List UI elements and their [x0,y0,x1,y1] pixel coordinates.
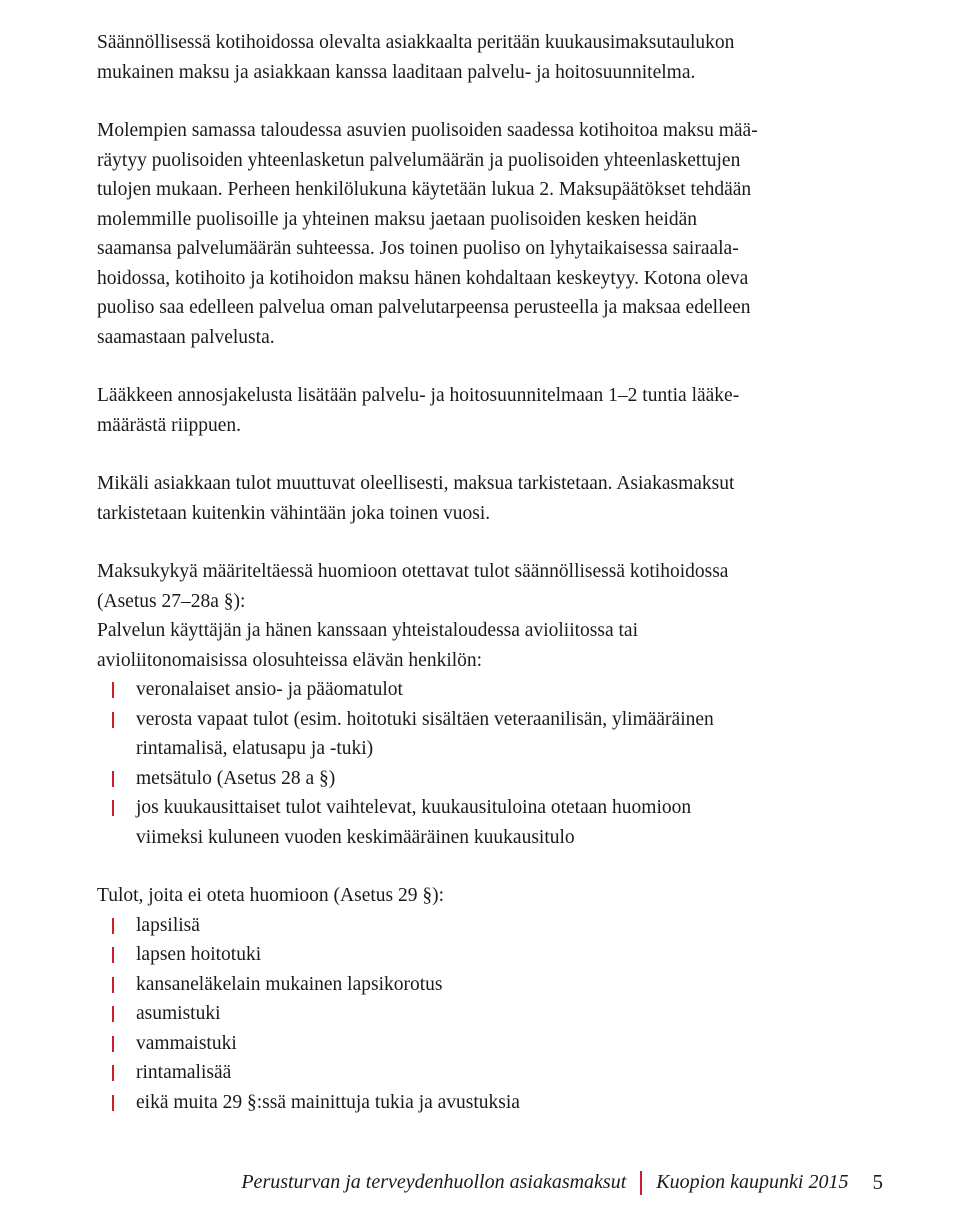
list-item-text: kansaneläkelain mukainen lapsikorotus [136,973,443,995]
paragraph-spouses: Molempien samassa taloudessa asuvien puolisoiden saadessa kotihoitoa maksu mää- räytyy puolisoiden yhteenlasketun palvelumäärän ja puolisoiden yhteenlaskettujen tulojen mukaan. Perheen henkilölukuna käytetään lukua 2. Maksupäätökset tehdään molemmille puolisoille ja yhteinen maksu jaetaan puolisoiden kesken heidän saamansa palvelumäärän suhteessa. Jos toinen puoliso on lyhytaikaisessa sairaala- hoidossa, kotihoito ja kotihoidon maksu hänen kohdaltaan keskeytyy. Kotona oleva puoliso saa edelleen palvelua oman palvelutarpeensa perusteella ja maksaa edelleen saamastaan palvelusta. [97,120,758,348]
bullet-bar-icon [112,682,114,698]
list-item [97,764,877,794]
list-item-text: metsätulo (Asetus 28 a §) [136,767,336,789]
paragraph-medication: Lääkkeen annosjakelusta lisätään palvelu- ja hoitosuunnitelmaan 1–2 tuntia lääke- määrästä riippuen. [97,385,740,436]
paragraph-income-criteria: Maksukykyä määriteltäessä huomioon otettavat tulot säännöllisessä kotihoidossa (Asetus 27–28a §): [97,561,729,612]
paragraph-excluded-income: Tulot, joita ei oteta huomioon (Asetus 29 §): [97,885,445,906]
bullet-bar-icon [112,1065,114,1081]
bullet-bar-icon [112,712,114,728]
footer-publication-title: Perusturvan ja terveydenhuollon asiakasmaksut [241,1171,627,1193]
bullet-bar-icon [112,977,114,993]
footer-organization: Kuopion kaupunki 2015 [656,1171,849,1193]
list-item-text: asumistuki [136,1003,221,1024]
list-item-text: vammaistuki [136,1032,237,1054]
paragraph-household: Palvelun käyttäjän ja hänen kanssaan yhteistaloudessa avioliitossa tai avioliitonomaisissa olosuhteissa elävän henkilön: [97,620,638,671]
list-item [97,705,877,764]
list-item [97,793,877,852]
list-item-text: rintamalisää [136,1062,232,1083]
list-item [97,940,877,970]
page-number: 5 [872,1170,883,1194]
footer-separator [640,1171,642,1195]
list-item [97,911,877,941]
list-item [97,1058,877,1088]
bullet-bar-icon [112,800,114,816]
list-item-text: verosta vapaat tulot (esim. hoitotuki sisältäen veteraanilisän, ylimääräinen rintamalisä, elatusapu ja -tuki) [136,708,714,759]
paragraph-income-review: Mikäli asiakkaan tulot muuttuvat oleellisesti, maksua tarkistetaan. Asiakasmaksut tarkistetaan kuitenkin vähintään joka toinen vuosi. [97,473,735,524]
list-item [97,1029,877,1059]
list-item-text: lapsilisä [136,914,200,936]
bullet-bar-icon [112,1036,114,1052]
list-item-text: lapsen hoitotuki [136,944,262,965]
included-income-list [97,675,877,852]
list-item [97,675,877,705]
excluded-income-list [97,911,877,1118]
list-item-text: veronalaiset ansio- ja pääomatulot [136,679,403,700]
list-item-text: eikä muita 29 §:ssä mainittuja tukia ja avustuksia [136,1091,520,1113]
list-item [97,970,877,1000]
paragraph-regular-billing: Säännöllisessä kotihoidossa olevalta asiakkaalta peritään kuukausimaksutaulukon mukainen maksu ja asiakkaan kanssa laaditaan palvelu- ja hoitosuunnitelma. [97,32,735,83]
bullet-bar-icon [112,1095,114,1111]
list-item-text: jos kuukausittaiset tulot vaihtelevat, kuukausituloina otetaan huomioon viimeksi kuluneen vuoden keskimääräinen kuukausitulo [136,797,692,848]
document-body [97,28,877,1146]
list-item [97,1088,877,1118]
bullet-bar-icon [112,918,114,934]
bullet-bar-icon [112,771,114,787]
list-item [97,999,877,1029]
bullet-bar-icon [112,947,114,963]
bullet-bar-icon [112,1006,114,1022]
page-footer [241,1170,883,1195]
